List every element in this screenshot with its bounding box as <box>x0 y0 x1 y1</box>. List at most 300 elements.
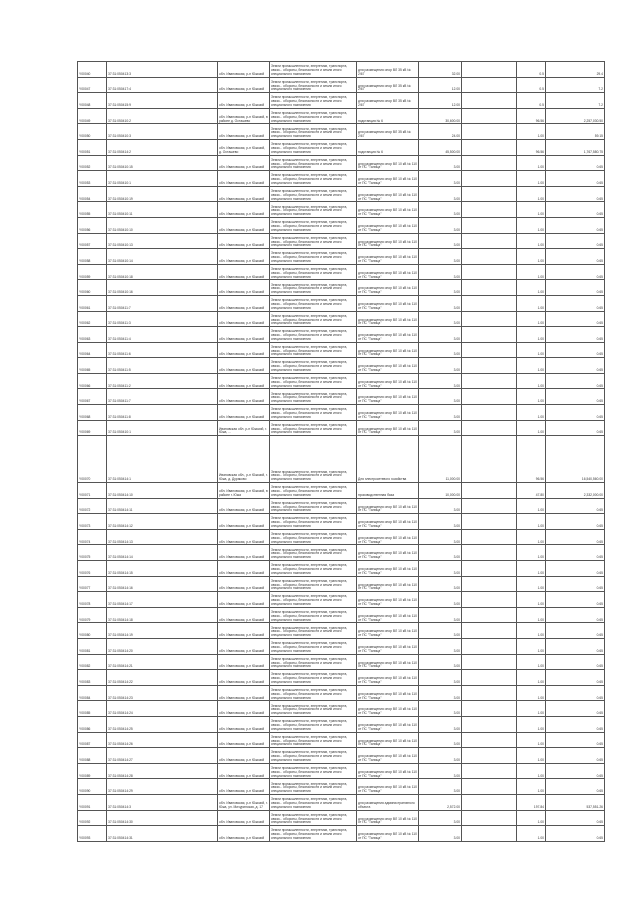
land-category-cell: Земли промышленности, энергетики, транспорта, связи... обороны, безопасности и земли иного специального назначения <box>270 155 357 171</box>
amount-cell: 0.65 <box>546 389 605 405</box>
amount-cell: 0.65 <box>546 217 605 233</box>
permitted-use-cell: для размещения опор ВЛ 10 кВ № 110 от ПС "Талица" <box>357 654 419 670</box>
rate-cell <box>462 545 517 561</box>
cadastral-number-cell: 37:31:050410:16 <box>107 280 218 296</box>
permitted-use-cell: для размещения опор ВЛ 10 кВ № 110 от ПС "Талица" <box>357 685 419 701</box>
address-cell: обл. Ивановская, р-н Южский, г. Южа, ул. Мичуринская, д. 17 <box>218 794 270 810</box>
address-cell: Ивановская обл. р-н Южский, г. Южа, ... <box>218 420 270 436</box>
coefficient-cell: 1.00 <box>517 342 546 358</box>
permitted-use-cell: для размещения опор ВЛ 10 кВ № 110 от ПС "Талица" <box>357 498 419 514</box>
address-cell: обл. Ивановская, р-н Южский <box>218 233 270 249</box>
plot-id-cell: Y00051 <box>78 139 107 155</box>
table-row <box>78 62 605 78</box>
plot-id-cell: Y00072 <box>78 498 107 514</box>
address-cell: обл. Ивановская, р-н Южский <box>218 405 270 421</box>
permitted-use-cell: для размещения опор ВЛ 10 кВ № 110 от ПС "Талица" <box>357 545 419 561</box>
address-cell: обл. Ивановская, р-н Южский <box>218 77 270 93</box>
table-row <box>78 779 605 795</box>
cadastral-number-cell: 37:31:050414:20 <box>107 638 218 654</box>
cadastral-number-cell: 37:31:050414:11 <box>107 498 218 514</box>
plot-id-cell: Y00060 <box>78 280 107 296</box>
amount-cell: 16,540,560.00 <box>546 436 605 483</box>
land-category-cell: Земли промышленности, энергетики, транспорта, связи... обороны, безопасности и земли иного специального назначения <box>270 389 357 405</box>
rate-cell <box>462 77 517 93</box>
area-cell: 32.00 <box>419 62 462 78</box>
rate-cell <box>462 327 517 343</box>
coefficient-cell: 1.00 <box>517 124 546 140</box>
rate-cell <box>462 716 517 732</box>
address-cell: обл. Ивановская, р-н Южский <box>218 623 270 639</box>
rate-cell <box>462 483 517 499</box>
address-cell: обл. Ивановская, р-н Южский <box>218 264 270 280</box>
table-row <box>78 342 605 358</box>
plot-id-cell: Y00081 <box>78 638 107 654</box>
amount-cell: 0.65 <box>546 342 605 358</box>
amount-cell: 0.65 <box>546 826 605 842</box>
cadastral-number-cell: 37:31:050414:22 <box>107 670 218 686</box>
table-row <box>78 748 605 764</box>
land-category-cell: Земли промышленности, энергетики, транспорта, связи... обороны, безопасности и земли иного специального назначения <box>270 202 357 218</box>
cadastral-number-cell: 37:31:050411:8 <box>107 405 218 421</box>
area-cell: 3.00 <box>419 186 462 202</box>
area-cell: 3.00 <box>419 514 462 530</box>
coefficient-cell: 1.00 <box>517 779 546 795</box>
plot-id-cell: Y00073 <box>78 514 107 530</box>
land-category-cell: Земли промышленности, энергетики, транспорта, связи... обороны, безопасности и земли иного специального назначения <box>270 483 357 499</box>
amount-cell: 2,257,030.50 <box>546 108 605 124</box>
area-cell: 3.00 <box>419 389 462 405</box>
plot-id-cell: Y00090 <box>78 779 107 795</box>
permitted-use-cell: для размещения опор ВЛ 10 кВ № 110 от ПС "Талица" <box>357 420 419 436</box>
amount-cell: 1,767,580.75 <box>546 139 605 155</box>
plot-id-cell: Y00080 <box>78 623 107 639</box>
address-cell: обл. Ивановская, р-н Южский, д. Осташево <box>218 139 270 155</box>
cadastral-number-cell: 37:31:050414:12 <box>107 514 218 530</box>
table-row <box>78 93 605 109</box>
address-cell: обл. Ивановская, р-н Южский <box>218 280 270 296</box>
address-cell: обл. Ивановская, р-н Южский <box>218 155 270 171</box>
address-cell: обл. Ивановская, р-н Южский <box>218 498 270 514</box>
table-row <box>78 826 605 842</box>
cadastral-number-cell: 37:31:050415:9 <box>107 93 218 109</box>
amount-cell: 0.65 <box>546 327 605 343</box>
table-row <box>78 358 605 374</box>
plot-id-cell: Y00058 <box>78 249 107 265</box>
plot-id-cell: Y00068 <box>78 405 107 421</box>
area-cell: 3.00 <box>419 763 462 779</box>
rate-cell <box>462 139 517 155</box>
coefficient-cell: 1.00 <box>517 295 546 311</box>
land-category-cell: Земли промышленности, энергетики, транспорта, связи... обороны, безопасности и земли иного специального назначения <box>270 716 357 732</box>
permitted-use-cell: для размещения опор ВЛ 10 кВ № 110 от ПС "Талица" <box>357 826 419 842</box>
coefficient-cell: 1.00 <box>517 389 546 405</box>
permitted-use-cell: для размещения опор ВЛ 10 кВ № 110 от ПС "Талица" <box>357 155 419 171</box>
cadastral-number-cell: 37:31:050410:2 <box>107 108 218 124</box>
cadastral-number-cell: 37:31:050414:29 <box>107 779 218 795</box>
table-row <box>78 186 605 202</box>
amount-cell: 7.2 <box>546 93 605 109</box>
amount-cell: 0.65 <box>546 763 605 779</box>
land-category-cell: Земли промышленности, энергетики, транспорта, связи... обороны, безопасности и земли иного специального назначения <box>270 358 357 374</box>
amount-cell: 0.65 <box>546 358 605 374</box>
land-category-cell: Земли промышленности, энергетики, транспорта, связи... обороны, безопасности и земли иного специального назначения <box>270 93 357 109</box>
plot-id-cell: Y00087 <box>78 732 107 748</box>
rate-cell <box>462 436 517 483</box>
area-cell: 3.00 <box>419 420 462 436</box>
amount-cell: 0.65 <box>546 576 605 592</box>
amount-cell: 0.65 <box>546 202 605 218</box>
plot-id-cell: Y00085 <box>78 701 107 717</box>
rate-cell <box>462 498 517 514</box>
cadastral-number-cell: 37:31:050414:30 <box>107 810 218 826</box>
amount-cell: 0.65 <box>546 373 605 389</box>
rate-cell <box>462 685 517 701</box>
coefficient-cell: 1.00 <box>517 217 546 233</box>
land-category-cell: Земли промышленности, энергетики, транспорта, связи... обороны, безопасности и земли иного специального назначения <box>270 826 357 842</box>
coefficient-cell: 1.00 <box>517 561 546 577</box>
area-cell: 10,000.00 <box>419 483 462 499</box>
table-row <box>78 716 605 732</box>
table-row <box>78 280 605 296</box>
cadastral-number-cell: 37:31:050414:18 <box>107 607 218 623</box>
cadastral-number-cell: 37:31:050411:7 <box>107 389 218 405</box>
rate-cell <box>462 810 517 826</box>
permitted-use-cell: для размещения опор ВЛ 10 кВ № 110 от ПС "Талица" <box>357 358 419 374</box>
coefficient-cell: 1.00 <box>517 545 546 561</box>
permitted-use-cell: производственная база <box>357 483 419 499</box>
plot-id-cell: Y00067 <box>78 389 107 405</box>
area-cell: 3.00 <box>419 327 462 343</box>
plot-id-cell: Y00054 <box>78 186 107 202</box>
coefficient-cell: 1.00 <box>517 233 546 249</box>
rate-cell <box>462 342 517 358</box>
address-cell: обл. Ивановская, р-н Южский <box>218 295 270 311</box>
table-row <box>78 561 605 577</box>
plot-id-cell: Y00082 <box>78 654 107 670</box>
land-category-cell: Земли промышленности, энергетики, транспорта, связи... обороны, безопасности и земли иного специального назначения <box>270 732 357 748</box>
table-row <box>78 794 605 810</box>
permitted-use-cell: для размещения опор ВЛ 10 кВ № 110 от ПС "Талица" <box>357 327 419 343</box>
plot-id-cell: Y00089 <box>78 763 107 779</box>
rate-cell <box>462 732 517 748</box>
land-category-cell: Земли промышленности, энергетики, транспорта, связи... обороны, безопасности и земли иного специального назначения <box>270 217 357 233</box>
area-cell: 45,500.00 <box>419 139 462 155</box>
rate-cell <box>462 763 517 779</box>
area-cell: 3.00 <box>419 233 462 249</box>
address-cell: обл. Ивановская, р-н Южский <box>218 93 270 109</box>
coefficient-cell: 1.00 <box>517 732 546 748</box>
land-category-cell: Земли промышленности, энергетики, транспорта, связи... обороны, безопасности и земли иного специального назначения <box>270 186 357 202</box>
coefficient-cell: 1.00 <box>517 327 546 343</box>
permitted-use-cell: для размещения опор ВЛ 10 кВ № 110 от ПС "Талица" <box>357 576 419 592</box>
rate-cell <box>462 794 517 810</box>
table-row <box>78 249 605 265</box>
permitted-use-cell: подстанция № 6 <box>357 108 419 124</box>
table-row <box>78 77 605 93</box>
land-category-cell: Земли промышленности, энергетики, транспорта, связи... обороны, безопасности и земли иного специального назначения <box>270 405 357 421</box>
area-cell: 3.00 <box>419 826 462 842</box>
coefficient-cell: 1.00 <box>517 373 546 389</box>
table-row <box>78 436 605 483</box>
plot-id-cell: Y00052 <box>78 155 107 171</box>
cadastral-number-cell: 37:31:050414:15 <box>107 561 218 577</box>
land-category-cell: Земли промышленности, энергетики, транспорта, связи... обороны, безопасности и земли иного специального назначения <box>270 701 357 717</box>
cadastral-number-cell: 37:31:050414:16 <box>107 576 218 592</box>
address-cell: обл. Ивановская, р-н Южский <box>218 638 270 654</box>
cadastral-number-cell: 37:31:050410:13 <box>107 233 218 249</box>
land-category-cell: Земли промышленности, энергетики, транспорта, связи... обороны, безопасности и земли иного специального назначения <box>270 638 357 654</box>
cadastral-number-cell: 37:31:050414:21 <box>107 654 218 670</box>
permitted-use-cell: для размещения опор ВЛ 10 кВ № 110 от ПС "Талица" <box>357 529 419 545</box>
table-row <box>78 654 605 670</box>
amount-cell: 0.65 <box>546 607 605 623</box>
cadastral-number-cell: 37:31:050414:24 <box>107 701 218 717</box>
table-row <box>78 732 605 748</box>
land-category-cell: Земли промышленности, энергетики, транспорта, связи... обороны, безопасности и земли иного специального назначения <box>270 124 357 140</box>
plot-id-cell: Y00077 <box>78 576 107 592</box>
amount-cell: 0.65 <box>546 623 605 639</box>
area-cell: 2,572.00 <box>419 794 462 810</box>
table-row <box>78 701 605 717</box>
plot-id-cell: Y00075 <box>78 545 107 561</box>
table-row <box>78 217 605 233</box>
address-cell: обл. Ивановская, р-н Южский <box>218 561 270 577</box>
land-category-cell: Земли промышленности, энергетики, транспорта, связи... обороны, безопасности и земли иного специального назначения <box>270 280 357 296</box>
area-cell: 3.00 <box>419 810 462 826</box>
permitted-use-cell: для размещения опор ВЛ 10 кВ № 110 от ПС "Талица" <box>357 670 419 686</box>
permitted-use-cell: для размещения опор ВЛ 10 кВ № 110 от ПС "Талица" <box>357 389 419 405</box>
rate-cell <box>462 701 517 717</box>
coefficient-cell: 1.00 <box>517 264 546 280</box>
amount-cell: 0.65 <box>546 295 605 311</box>
land-category-cell: Земли промышленности, энергетики, транспорта, связи... обороны, безопасности и земли иного специального назначения <box>270 171 357 187</box>
table-row <box>78 171 605 187</box>
table-row <box>78 139 605 155</box>
area-cell: 3.00 <box>419 576 462 592</box>
coefficient-cell: 1.00 <box>517 311 546 327</box>
land-category-cell: Земли промышленности, энергетики, транспорта, связи... обороны, безопасности и земли иного специального назначения <box>270 233 357 249</box>
land-category-cell: Земли промышленности, энергетики, транспорта, связи... обороны, безопасности и земли иного специального назначения <box>270 763 357 779</box>
plot-id-cell: Y00093 <box>78 826 107 842</box>
cadastral-number-cell: 37:31:050411:2 <box>107 373 218 389</box>
permitted-use-cell: для размещения опор ВЛ 10 кВ № 110 от ПС "Талица" <box>357 810 419 826</box>
amount-cell: 2,332,000.00 <box>546 483 605 499</box>
area-cell: 30,600.00 <box>419 108 462 124</box>
rate-cell <box>462 155 517 171</box>
coefficient-cell: 1.00 <box>517 249 546 265</box>
area-cell: 3.00 <box>419 311 462 327</box>
rate-cell <box>462 186 517 202</box>
coefficient-cell: 1.00 <box>517 685 546 701</box>
rate-cell <box>462 592 517 608</box>
rate-cell <box>462 623 517 639</box>
address-cell: обл. Ивановская, р-н Южский <box>218 748 270 764</box>
table-row <box>78 311 605 327</box>
permitted-use-cell: для размещения административного объекта <box>357 794 419 810</box>
plot-id-cell: Y00091 <box>78 794 107 810</box>
land-category-cell: Земли промышленности, энергетики, транспорта, связи... обороны, безопасности и земли иного специального назначения <box>270 139 357 155</box>
amount-cell: 0.65 <box>546 779 605 795</box>
cadastral-number-cell: 37:31:050414:19 <box>107 623 218 639</box>
coefficient-cell: 0.5 <box>517 77 546 93</box>
rate-cell <box>462 373 517 389</box>
area-cell: 3.00 <box>419 155 462 171</box>
address-cell: обл. Ивановская, р-н Южский <box>218 763 270 779</box>
permitted-use-cell: для размещения опор ВЛ 10 кВ № 110 от ПС "Талица" <box>357 264 419 280</box>
land-plots-table <box>77 61 605 842</box>
area-cell: 3.00 <box>419 498 462 514</box>
table-row <box>78 529 605 545</box>
rate-cell <box>462 405 517 421</box>
cadastral-number-cell: 37:31:050410:1 <box>107 171 218 187</box>
amount-cell: 0.65 <box>546 498 605 514</box>
amount-cell: 0.65 <box>546 155 605 171</box>
coefficient-cell: 1.00 <box>517 826 546 842</box>
land-category-cell: Земли промышленности, энергетики, транспорта, связи... обороны, безопасности и земли иного специального назначения <box>270 670 357 686</box>
amount-cell: 0.65 <box>546 638 605 654</box>
cadastral-number-cell: 37:31:050414:31 <box>107 826 218 842</box>
land-category-cell: Земли промышленности, энергетики, транспорта, связи... обороны, безопасности и земли иного специального назначения <box>270 545 357 561</box>
amount-cell: 0.65 <box>546 171 605 187</box>
area-cell: 3.00 <box>419 561 462 577</box>
plot-id-cell: Y00061 <box>78 295 107 311</box>
table-row <box>78 264 605 280</box>
permitted-use-cell: для размещения опор ВЛ 10 кВ № 110 от ПС "Талица" <box>357 732 419 748</box>
rate-cell <box>462 217 517 233</box>
rate-cell <box>462 670 517 686</box>
area-cell: 3.00 <box>419 592 462 608</box>
area-cell: 3.00 <box>419 638 462 654</box>
plot-id-cell: Y00059 <box>78 264 107 280</box>
area-cell: 3.00 <box>419 545 462 561</box>
rate-cell <box>462 249 517 265</box>
coefficient-cell: 1.00 <box>517 155 546 171</box>
land-category-cell: Земли промышленности, энергетики, транспорта, связи... обороны, безопасности и земли иного специального назначения <box>270 623 357 639</box>
permitted-use-cell: для размещения опор ВЛ 10 кВ № 110 от ПС "Талица" <box>357 748 419 764</box>
area-cell: 3.00 <box>419 654 462 670</box>
area-cell: 24.00 <box>419 124 462 140</box>
cadastral-number-cell: 37:31:050410:19 <box>107 186 218 202</box>
permitted-use-cell: для размещения опор ВЛ 10 кВ № 110 от ПС "Талица" <box>357 311 419 327</box>
cadastral-number-cell: 37:31:050414:13 <box>107 529 218 545</box>
permitted-use-cell: подстанция № 6 <box>357 139 419 155</box>
table-row <box>78 498 605 514</box>
amount-cell: 0.65 <box>546 233 605 249</box>
rate-cell <box>462 62 517 78</box>
permitted-use-cell: для размещения опор ВЛ 10 кВ № 110 от ПС "Талица" <box>357 373 419 389</box>
table-body <box>78 62 605 842</box>
plot-id-cell: Y00056 <box>78 217 107 233</box>
coefficient-cell: 0.5 <box>517 93 546 109</box>
rate-cell <box>462 108 517 124</box>
cadastral-number-cell: 37:31:050414:1 <box>107 436 218 483</box>
coefficient-cell: 1.00 <box>517 576 546 592</box>
rate-cell <box>462 171 517 187</box>
amount-cell: 0.65 <box>546 514 605 530</box>
permitted-use-cell: для размещения опор ВЛ 10 кВ № 110 от ПС "Талица" <box>357 561 419 577</box>
plot-id-cell: Y00057 <box>78 233 107 249</box>
coefficient-cell: 1.00 <box>517 701 546 717</box>
rate-cell <box>462 607 517 623</box>
amount-cell: 0.65 <box>546 732 605 748</box>
permitted-use-cell: для размещения опор ВЛ 10 кВ № 110 от ПС "Талица" <box>357 405 419 421</box>
plot-id-cell: Y00078 <box>78 592 107 608</box>
coefficient-cell: 0.5 <box>517 62 546 78</box>
address-cell: обл. Ивановская, р-н Южский <box>218 732 270 748</box>
rate-cell <box>462 311 517 327</box>
amount-cell: 537,551.26 <box>546 794 605 810</box>
coefficient-cell: 1.00 <box>517 280 546 296</box>
address-cell: обл. Ивановская, р-н Южский <box>218 249 270 265</box>
rate-cell <box>462 93 517 109</box>
rate-cell <box>462 826 517 842</box>
permitted-use-cell: Для электросетевого хозяйства <box>357 436 419 483</box>
address-cell: обл. Ивановская, р-н Южский <box>218 716 270 732</box>
area-cell: 3.00 <box>419 716 462 732</box>
area-cell: 3.00 <box>419 373 462 389</box>
rate-cell <box>462 389 517 405</box>
cadastral-number-cell: 37:31:050414:3 <box>107 794 218 810</box>
cadastral-number-cell: 37:31:050414:17 <box>107 592 218 608</box>
cadastral-number-cell: 37:31:050410:18 <box>107 264 218 280</box>
permitted-use-cell: для размещения опор ВЛ 10 кВ № 110 от ПС "Талица" <box>357 202 419 218</box>
table-row <box>78 592 605 608</box>
cadastral-number-cell: 37:31:050410:14 <box>107 249 218 265</box>
area-cell: 3.00 <box>419 405 462 421</box>
area-cell: 3.00 <box>419 670 462 686</box>
permitted-use-cell: для размещения опор ВЛ 10 кВ № 110 от ПС "Талица" <box>357 217 419 233</box>
amount-cell: 0.65 <box>546 280 605 296</box>
table-row <box>78 483 605 499</box>
cadastral-number-cell: 37:31:050410:15 <box>107 155 218 171</box>
area-cell: 3.00 <box>419 607 462 623</box>
cadastral-number-cell: 37:31:050414:26 <box>107 732 218 748</box>
amount-cell: 0.65 <box>546 529 605 545</box>
area-cell: 3.00 <box>419 202 462 218</box>
cadastral-number-cell: 37:31:050413:3 <box>107 62 218 78</box>
address-cell: обл. Ивановская, р-н Южский <box>218 171 270 187</box>
document-page <box>77 61 603 841</box>
address-cell: обл. Ивановская, р-н Южский, в районе г. Южа <box>218 483 270 499</box>
area-cell: 3.00 <box>419 217 462 233</box>
table-row <box>78 389 605 405</box>
coefficient-cell: 197.84 <box>517 794 546 810</box>
plot-id-cell: Y00079 <box>78 607 107 623</box>
plot-id-cell: Y00084 <box>78 685 107 701</box>
plot-id-cell: Y00064 <box>78 342 107 358</box>
land-category-cell: Земли промышленности, энергетики, транспорта, связи... обороны, безопасности и земли иного специального назначения <box>270 685 357 701</box>
amount-cell: 0.65 <box>546 561 605 577</box>
table-row <box>78 108 605 124</box>
plot-id-cell: Y00048 <box>78 93 107 109</box>
coefficient-cell: 96.56 <box>517 108 546 124</box>
plot-id-cell: Y00083 <box>78 670 107 686</box>
permitted-use-cell: для размещения опор ВЛ 35 кВ № 2/67 <box>357 124 419 140</box>
land-category-cell: Земли промышленности, энергетики, транспорта, связи... обороны, безопасности и земли иного специального назначения <box>270 794 357 810</box>
table-row <box>78 327 605 343</box>
rate-cell <box>462 514 517 530</box>
plot-id-cell: Y00092 <box>78 810 107 826</box>
cadastral-number-cell: 37:31:050414:2 <box>107 139 218 155</box>
amount-cell: 0.65 <box>546 716 605 732</box>
coefficient-cell: 1.00 <box>517 592 546 608</box>
rate-cell <box>462 561 517 577</box>
coefficient-cell: 1.00 <box>517 171 546 187</box>
address-cell: обл. Ивановская, р-н Южский <box>218 576 270 592</box>
table-row <box>78 623 605 639</box>
amount-cell: 0.65 <box>546 701 605 717</box>
land-category-cell: Земли промышленности, энергетики, транспорта, связи... обороны, безопасности и земли иного специального назначения <box>270 249 357 265</box>
